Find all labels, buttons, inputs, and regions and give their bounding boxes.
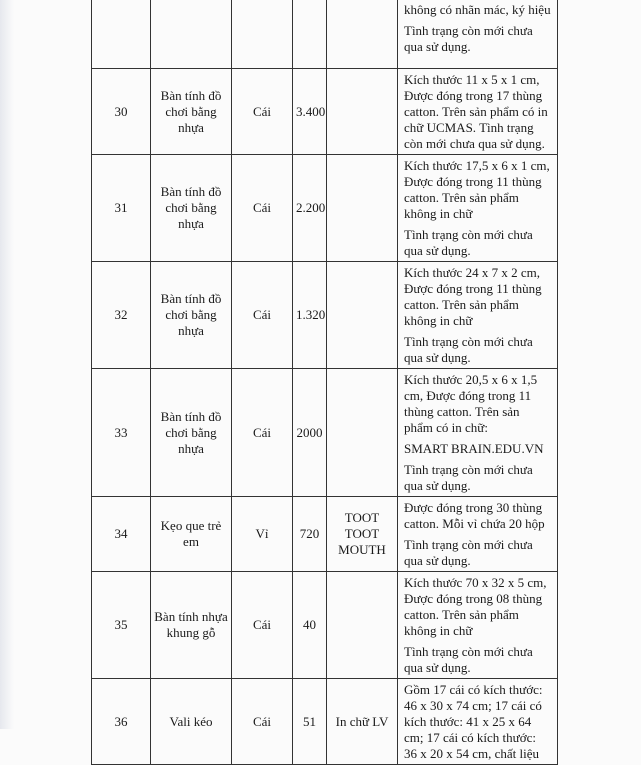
item-unit: Vỉ: [232, 497, 293, 572]
row-number: 36: [92, 679, 151, 765]
item-quantity: 2000: [293, 369, 327, 497]
item-name: Bàn tính đồ chơi bằng nhựa: [151, 69, 232, 155]
description-paragraph: Kích thước 17,5 x 6 x 1 cm, Được đóng trong 11 thùng catton. Trên sản phẩm không in chữ: [404, 158, 550, 221]
item-description: [398, 262, 558, 369]
description-paragraph: Kích thước 70 x 32 x 5 cm, Được đóng trong 08 thùng catton. Trên sản phẩm không in chữ: [404, 575, 547, 638]
table-row: [92, 679, 558, 765]
description-paragraph: không có nhãn mác, ký hiệu: [404, 2, 551, 17]
table-row: [92, 369, 558, 497]
item-name: [151, 0, 232, 69]
item-unit: Cái: [232, 679, 293, 765]
item-description: [398, 0, 558, 69]
item-quantity: 2.200: [293, 155, 327, 262]
item-marking: [327, 262, 398, 369]
item-description: [398, 679, 558, 765]
item-quantity: 3.400: [293, 69, 327, 155]
item-unit: [232, 0, 293, 69]
item-quantity: 1.320: [293, 262, 327, 369]
item-marking: [327, 69, 398, 155]
table-row: [92, 497, 558, 572]
item-marking: [327, 155, 398, 262]
row-number: 34: [92, 497, 151, 572]
description-paragraph: Tình trạng còn mới chưa qua sử dụng.: [404, 227, 533, 258]
description-paragraph: Gồm 17 cái có kích thước: 46 x 30 x 74 cm; 17 cái có kích thước: 41 x 25 x 64 cm; 17 cái có kích thước: 36 x 20 x 54 cm, chất liệu: [404, 682, 543, 761]
description-paragraph: Kích thước 24 x 7 x 2 cm, Được đóng trong 11 thùng catton. Trên sản phẩm không in chữ: [404, 265, 542, 328]
table-row: [92, 262, 558, 369]
item-unit: Cái: [232, 155, 293, 262]
table-row: [92, 572, 558, 679]
description-paragraph: SMART BRAIN.EDU.VN: [404, 441, 544, 456]
row-number: 30: [92, 69, 151, 155]
item-marking: [327, 0, 398, 69]
item-unit: Cái: [232, 369, 293, 497]
item-name: Kẹo que trẻ em: [151, 497, 232, 572]
item-quantity: 51: [293, 679, 327, 765]
scan-edge: [0, 0, 14, 729]
item-description: [398, 572, 558, 679]
item-unit: Cái: [232, 69, 293, 155]
item-name: Bàn tính đồ chơi bằng nhựa: [151, 369, 232, 497]
description-paragraph: Tình trạng còn mới chưa qua sử dụng.: [404, 334, 533, 365]
item-description: [398, 369, 558, 497]
item-marking: TOOT TOOT MOUTH: [327, 497, 398, 572]
row-number: 31: [92, 155, 151, 262]
item-name: Bàn tính đồ chơi bằng nhựa: [151, 155, 232, 262]
row-number: 33: [92, 369, 151, 497]
description-paragraph: Tình trạng còn mới chưa qua sử dụng.: [404, 537, 533, 568]
item-name: Bàn tính nhựa khung gỗ: [151, 572, 232, 679]
item-description: [398, 155, 558, 262]
item-unit: Cái: [232, 262, 293, 369]
item-quantity: [293, 0, 327, 69]
description-paragraph: Được đóng trong 30 thùng catton. Mỗi vỉ chứa 20 hộp: [404, 500, 545, 531]
description-paragraph: Tình trạng còn mới chưa qua sử dụng.: [404, 23, 533, 54]
item-quantity: 40: [293, 572, 327, 679]
table-row: [92, 0, 558, 69]
description-paragraph: Kích thước 20,5 x 6 x 1,5 cm, Được đóng trong 11 thùng catton. Trên sản phẩm có in chữ:: [404, 372, 538, 435]
description-paragraph: Tình trạng còn mới chưa qua sử dụng.: [404, 644, 533, 675]
item-description: [398, 497, 558, 572]
item-description: [398, 69, 558, 155]
row-number: 35: [92, 572, 151, 679]
row-number: 32: [92, 262, 151, 369]
item-marking: In chữ LV: [327, 679, 398, 765]
item-marking: [327, 369, 398, 497]
item-marking: [327, 572, 398, 679]
table-row: [92, 155, 558, 262]
item-name: Bàn tính đồ chơi bằng nhựa: [151, 262, 232, 369]
item-quantity: 720: [293, 497, 327, 572]
goods-table: [91, 0, 558, 765]
description-paragraph: Tình trạng còn mới chưa qua sử dụng.: [404, 462, 533, 493]
item-name: Vali kéo: [151, 679, 232, 765]
item-unit: Cái: [232, 572, 293, 679]
table-row: [92, 69, 558, 155]
description-paragraph: Kích thước 11 x 5 x 1 cm, Được đóng trong 17 thùng catton. Trên sản phẩm có in chữ UCMAS. Tình trạng còn mới chưa qua sử dụng.: [404, 72, 548, 151]
row-number: [92, 0, 151, 69]
